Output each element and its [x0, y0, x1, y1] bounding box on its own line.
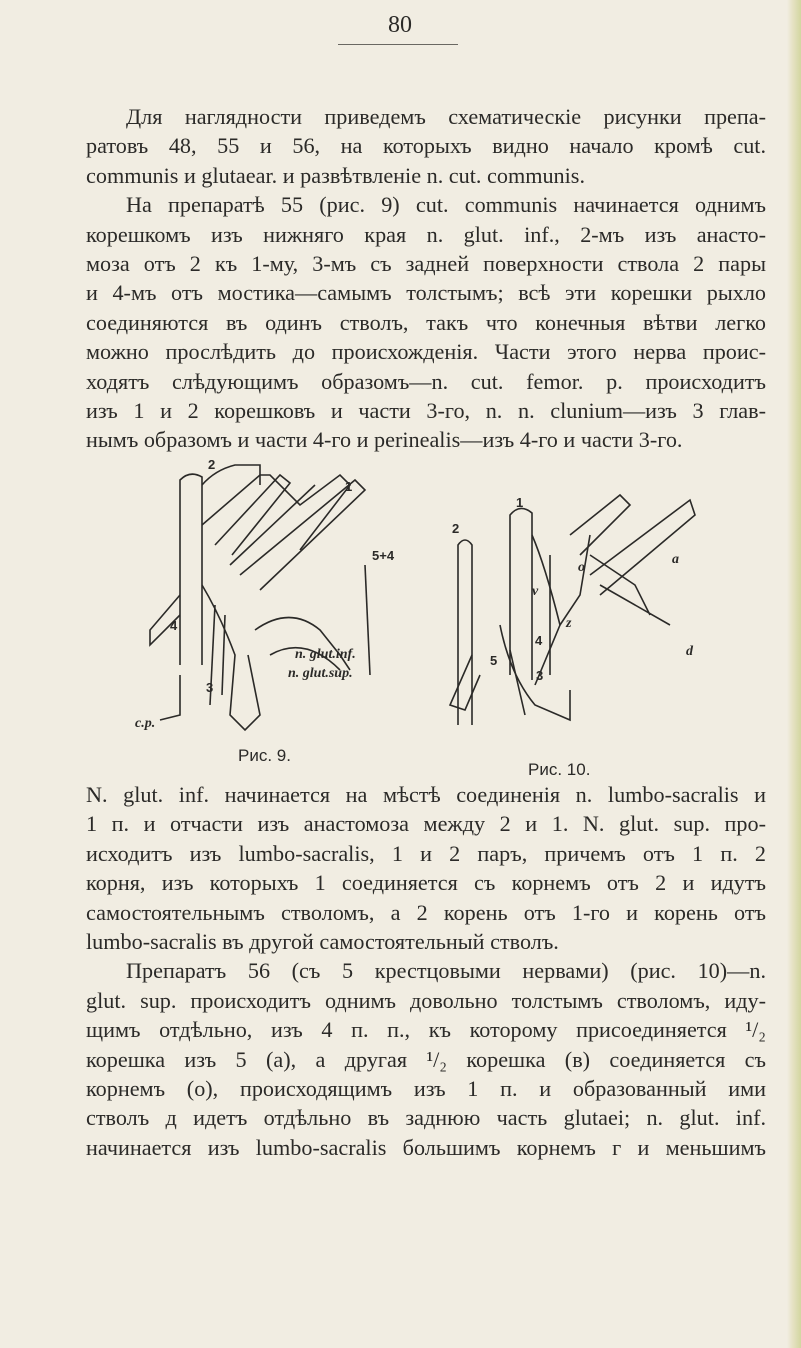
- fig10-label-o: o: [578, 560, 585, 575]
- fig9-label-4: 4: [170, 618, 178, 633]
- text-line: N. glut. inf. начинается на мѣстѣ соединенія n. lumbo-sacralis и: [86, 782, 766, 807]
- nerve-branch: [590, 555, 650, 615]
- nerve-lower: [202, 585, 260, 730]
- text-line: ходятъ слѣдующимъ образомъ—n. cut. femor. p. происходитъ: [86, 368, 766, 394]
- nerve-branch: [230, 485, 315, 565]
- fig10-label-4: 4: [535, 633, 543, 648]
- text-line: стволъ д идетъ отдѣльно въ заднюю часть glutaei; n. glut. inf.: [86, 1105, 766, 1131]
- nerve-branch: [532, 535, 590, 625]
- text-line: можно прослѣдить до происхожденія. Части этого нерва проис-: [86, 339, 766, 365]
- fig10-label-3: 3: [536, 668, 544, 683]
- nerve-glut-inf: [255, 618, 350, 671]
- page-edge: [787, 0, 801, 1348]
- text-line: На препаратѣ 55 (рис. 9) cut. communis начинается однимъ: [126, 192, 766, 218]
- fig10-label-d: d: [686, 644, 693, 659]
- fig9-label-glut-inf: n. glut.inf.: [295, 647, 356, 662]
- text-line: соединяются въ одинъ стволъ, такъ что конечныя вѣтви легко: [86, 309, 766, 335]
- nerve-branch-d: [600, 585, 670, 625]
- figure-9-drawing: [135, 455, 420, 765]
- fig9-label-3: 3: [206, 680, 214, 695]
- nerve-trunk-1: [180, 474, 202, 665]
- text-line: корешкомъ изъ нижняго края n. glut. inf., 2-мъ изъ анасто-: [86, 221, 766, 247]
- text-line: lumbo-sacralis въ другой самостоятельный стволъ.: [86, 929, 559, 955]
- text-line: 1 п. и отчасти изъ анастомоза между 2 и 1. N. glut. sup. про-: [86, 811, 766, 837]
- fig10-label-a: a: [672, 552, 679, 567]
- nerve-5: [450, 655, 480, 710]
- paragraph-1: [86, 102, 766, 455]
- text-line: и 4-мъ отъ мостика—самымъ толстымъ; всѣ эти корешки рыхло: [86, 280, 766, 306]
- figure-10-drawing: [440, 475, 720, 765]
- nerve-branch-o: [570, 495, 630, 555]
- text-line: щимъ отдѣльно, изъ 4 п. п., къ которому присоединяется ¹/₂: [86, 1017, 766, 1043]
- text-line: Для наглядности приведемъ схематическіе рисунки препа-: [126, 104, 766, 129]
- fig9-label-5-4: 5+4: [372, 548, 395, 563]
- fig9-label-glut-sup: n. glut.sup.: [288, 666, 353, 681]
- fig9-label-cp: c.p.: [135, 716, 156, 731]
- fig9-label-2: 2: [208, 457, 216, 472]
- text-line: начинается изъ lumbo-sacralis большимъ корнемъ г и меньшимъ: [86, 1134, 766, 1160]
- nerve-trunk-1: [510, 508, 532, 680]
- fig10-label-1: 1: [516, 495, 524, 510]
- nerve-lower: [510, 650, 525, 715]
- fig10-label-v: v: [532, 584, 539, 599]
- text-line: communis и glutaear. и развѣтвленіе n. cut. communis.: [86, 162, 585, 188]
- text-line: корешка изъ 5 (а), а другая ¹/₂ корешка (в) соединяется съ: [86, 1046, 766, 1072]
- text-line: Препаратъ 56 (съ 5 крестцовыми нервами) (рис. 10)—n.: [126, 958, 766, 984]
- nerve-right: [365, 565, 370, 675]
- text-line: корня, изъ которыхъ 1 соединяется съ корнемъ отъ 2 и идутъ: [86, 870, 766, 896]
- paragraph-2: [86, 780, 766, 1162]
- text-line: glut. sup. происходитъ однимъ довольно толстымъ стволомъ, иду-: [86, 987, 766, 1013]
- page-number: 80: [388, 12, 412, 38]
- fig10-label-5: 5: [490, 653, 498, 668]
- nerve-branch-a: [590, 500, 695, 595]
- page-number-rule: [338, 44, 458, 45]
- text-line: моза отъ 2 къ 1-му, 3-мъ съ задней поверхности ствола 2 пары: [86, 251, 766, 277]
- fig10-label-z: z: [566, 616, 572, 631]
- text-line: ратовъ 48, 55 и 56, на которыхъ видно начало кромѣ cut.: [86, 133, 766, 159]
- text-line: нымъ образомъ и части 4-го и perinealis—изъ 4-го и части 3-го.: [86, 427, 683, 453]
- fig9-label-1: 1: [345, 479, 353, 494]
- text-line: исходитъ изъ lumbo-sacralis, 1 и 2 паръ, причемъ отъ 1 п. 2: [86, 840, 766, 866]
- fig10-label-2: 2: [452, 521, 460, 536]
- text-line: изъ 1 и 2 корешковъ и части 3-го, n. n. clunium—изъ 3 глав-: [86, 398, 766, 424]
- nerve-branch: [202, 475, 353, 550]
- text-line: корнемъ (о), происходящимъ изъ 1 п. и образованный ими: [86, 1076, 766, 1102]
- figure-9-caption: Рис. 9.: [238, 746, 291, 765]
- text-line: самостоятельнымъ стволомъ, а 2 корень отъ 1-го и корень отъ: [86, 899, 766, 925]
- nerve-cp: [160, 675, 180, 720]
- figure-10-caption: Рис. 10.: [528, 760, 591, 779]
